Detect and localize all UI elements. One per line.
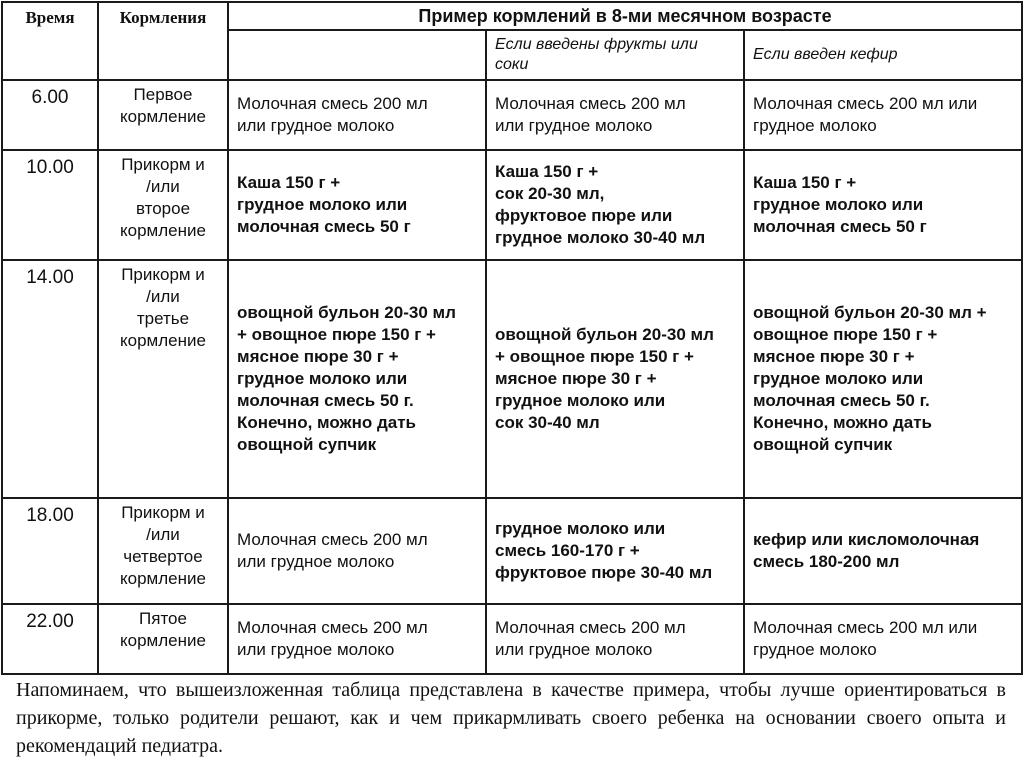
row-time: 18.00 xyxy=(2,498,98,604)
table-row xyxy=(2,498,1022,604)
table-row xyxy=(2,150,1022,260)
basic-cell: Молочная смесь 200 мл или грудное молоко xyxy=(228,604,486,674)
kefir-cell: Каша 150 г + грудное молоко или молочная смесь 50 г xyxy=(744,150,1022,260)
row-feeding: Первое кормление xyxy=(98,80,228,150)
fruit-cell: грудное молоко или смесь 160-170 г + фруктовое пюре 30-40 мл xyxy=(486,498,744,604)
kefir-column-header: Если введен кефир xyxy=(744,30,1022,80)
basic-cell: овощной бульон 20-30 мл + овощное пюре 150 г + мясное пюре 30 г + грудное молоко или молочная смесь 50 г. Конечно, можно дать овощной супчик xyxy=(228,260,486,498)
table-header-row xyxy=(2,2,1022,30)
row-feeding: Пятое кормление xyxy=(98,604,228,674)
basic-cell: Молочная смесь 200 мл или грудное молоко xyxy=(228,498,486,604)
footnote: Напоминаем, что вышеизложенная таблица представлена в качестве примера, чтобы лучше ориентироваться в прикорме, только родители решают, как и чем прикармливать своего ребенка на основании своего опыта и рекомендаций педиатра. xyxy=(16,679,1006,757)
kefir-cell: овощной бульон 20-30 мл + овощное пюре 150 г + мясное пюре 30 г + грудное молоко или молочная смесь 50 г. Конечно, можно дать овощной супчик xyxy=(744,260,1022,498)
basic-cell: Молочная смесь 200 мл или грудное молоко xyxy=(228,80,486,150)
kefir-cell: Молочная смесь 200 мл или грудное молоко xyxy=(744,80,1022,150)
fruit-cell: овощной бульон 20-30 мл + овощное пюре 150 г + мясное пюре 30 г + грудное молоко или сок 30-40 мл xyxy=(486,260,744,498)
table-title: Пример кормлений в 8-ми месячном возрасте xyxy=(228,2,1022,30)
fruit-column-header: Если введены фрукты или соки xyxy=(486,30,744,80)
row-time: 14.00 xyxy=(2,260,98,498)
fruit-cell: Каша 150 г + сок 20-30 мл, фруктовое пюре или грудное молоко 30-40 мл xyxy=(486,150,744,260)
basic-column-header xyxy=(228,30,486,80)
feeding-table xyxy=(1,1,1023,675)
row-time: 10.00 xyxy=(2,150,98,260)
table-row xyxy=(2,80,1022,150)
kefir-cell: кефир или кисломолочная смесь 180-200 мл xyxy=(744,498,1022,604)
row-feeding: Прикорм и /или второе кормление xyxy=(98,150,228,260)
time-column-header: Время xyxy=(2,2,98,80)
basic-cell: Каша 150 г + грудное молоко или молочная смесь 50 г xyxy=(228,150,486,260)
row-time: 6.00 xyxy=(2,80,98,150)
feeding-column-header: Кормления xyxy=(98,2,228,80)
row-feeding: Прикорм и /или четвертое кормление xyxy=(98,498,228,604)
table-row xyxy=(2,604,1022,674)
fruit-cell: Молочная смесь 200 мл или грудное молоко xyxy=(486,80,744,150)
row-feeding: Прикорм и /или третье кормление xyxy=(98,260,228,498)
fruit-cell: Молочная смесь 200 мл или грудное молоко xyxy=(486,604,744,674)
kefir-cell: Молочная смесь 200 мл или грудное молоко xyxy=(744,604,1022,674)
table-row xyxy=(2,260,1022,498)
row-time: 22.00 xyxy=(2,604,98,674)
